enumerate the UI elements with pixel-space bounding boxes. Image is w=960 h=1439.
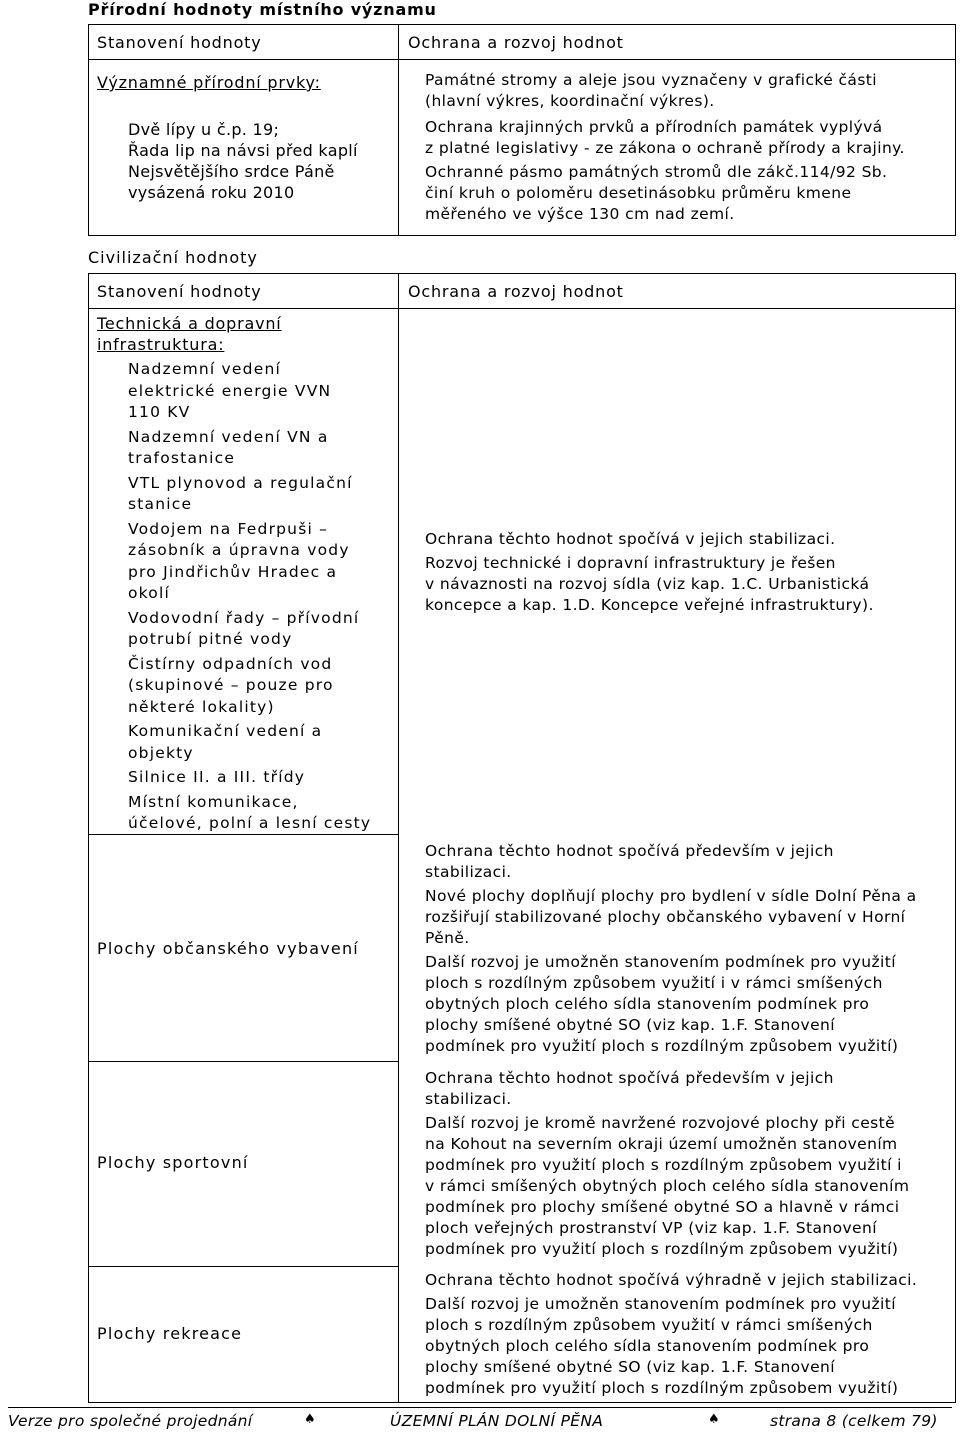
recreation-areas-text bbox=[425, 1270, 917, 1399]
col-header-left: Stanovení hodnoty bbox=[97, 33, 262, 52]
item-line: (skupinové – pouze pro bbox=[128, 676, 334, 694]
text-line: podmínek pro využití ploch s rozdílným způsobem využití) bbox=[425, 1240, 899, 1258]
text-line: plochy smíšené obytné SO (viz kap. 1.F. Stanovení bbox=[425, 1358, 835, 1376]
text-line: Další rozvoj je kromě navržené rozvojové plochy při cestě bbox=[425, 1114, 896, 1132]
sports-areas-text bbox=[425, 1068, 909, 1260]
text-line: činí kruh o poloměru desetinásobku průměru kmene bbox=[425, 184, 852, 202]
text-line: (hlavní výkres, koordinační výkres). bbox=[425, 92, 715, 110]
sports-areas-label: Plochy sportovní bbox=[97, 1153, 249, 1172]
item-line: účelové, polní a lesní cesty bbox=[128, 814, 372, 832]
text-line: Ochranné pásmo památných stromů dle zákč.114/92 Sb. bbox=[425, 163, 888, 181]
item-line: některé lokality) bbox=[128, 697, 275, 716]
natural-protection-text bbox=[425, 70, 905, 225]
title-line: infrastruktura: bbox=[97, 335, 225, 354]
section-heading-civil: Civilizační hodnoty bbox=[88, 248, 258, 267]
list-item bbox=[128, 721, 371, 764]
spade-icon: ♠ bbox=[304, 1412, 316, 1427]
infrastructure-title bbox=[97, 313, 282, 355]
list-item: Řada lip na návsi před kaplí bbox=[128, 141, 358, 160]
item-line: zásobník a úpravna vody bbox=[128, 541, 350, 559]
text-line: v návaznosti na rozvoj sídla (viz kap. 1.C. Urbanistická bbox=[425, 575, 870, 593]
text-line: z platné legislativy - ze zákona o ochraně přírody a krajiny. bbox=[425, 139, 905, 157]
column-divider bbox=[398, 24, 399, 236]
item-line: potrubí pitné vody bbox=[128, 630, 293, 648]
item-line: Místní komunikace, bbox=[128, 792, 299, 811]
footer-document-title: ÚZEMNÍ PLÁN DOLNÍ PĚNA bbox=[390, 1412, 604, 1430]
text-line: Další rozvoj je umožněn stanovením podmínek pro využití bbox=[425, 953, 896, 971]
list-item bbox=[128, 359, 371, 424]
civic-amenities-text bbox=[425, 841, 917, 1057]
text-line: rozšiřují stabilizované plochy občanského vybavení v Horní bbox=[425, 908, 906, 926]
text-line: podmínek pro plochy smíšené obytné SO a hlavně v rámci bbox=[425, 1198, 900, 1216]
column-divider bbox=[398, 273, 399, 1403]
list-item bbox=[128, 654, 371, 719]
text-line: podmínek pro využití ploch s rozdílným způsobem využití i bbox=[425, 1156, 902, 1174]
text-line: podmínek pro využití ploch s rozdílným způsobem využití) bbox=[425, 1037, 899, 1055]
footer-page-number: strana 8 (celkem 79) bbox=[770, 1412, 938, 1430]
text-line: ploch s rozdílným způsobem využití v rámci smíšených bbox=[425, 1316, 873, 1334]
list-item: Nejsvětějšího srdce Páně bbox=[128, 162, 335, 181]
text-line: měřeného ve výšce 130 cm nad zemí. bbox=[425, 205, 735, 223]
col-header-left: Stanovení hodnoty bbox=[97, 282, 262, 301]
list-item bbox=[128, 792, 371, 835]
spade-icon: ♠ bbox=[708, 1412, 720, 1427]
list-item bbox=[128, 473, 371, 516]
text-line: obytných ploch celého sídla stanovením podmínek pro bbox=[425, 1337, 870, 1355]
text-line: Ochrana těchto hodnot spočívá především v jejich bbox=[425, 1069, 834, 1087]
civic-amenities-label: Plochy občanského vybavení bbox=[97, 939, 359, 958]
item-line: Komunikační vedení a bbox=[128, 722, 323, 740]
item-line: Vodovodní řady – přívodní bbox=[128, 608, 360, 627]
list-item bbox=[128, 767, 371, 789]
text-line: koncepce a kap. 1.D. Koncepce veřejné infrastruktury). bbox=[425, 596, 874, 614]
page-footer bbox=[8, 1407, 952, 1436]
item-line: stanice bbox=[128, 495, 193, 513]
text-line: v rámci smíšených obytných ploch celého sídla stanovením bbox=[425, 1177, 910, 1195]
text-line: stabilizaci. bbox=[425, 863, 512, 881]
item-line: trafostanice bbox=[128, 449, 236, 467]
natural-features-title: Významné přírodní prvky: bbox=[97, 73, 321, 92]
item-line: Silnice II. a III. třídy bbox=[128, 768, 306, 786]
list-item bbox=[128, 427, 371, 470]
row-divider bbox=[88, 1061, 398, 1062]
item-line: objekty bbox=[128, 743, 194, 762]
header-divider bbox=[88, 59, 956, 60]
text-line: ploch s rozdílným způsobem využití i v rámci smíšených bbox=[425, 974, 883, 992]
item-line: okolí bbox=[128, 584, 171, 602]
item-line: Nadzemní vedení bbox=[128, 360, 281, 378]
item-line: Vodojem na Fedrpuši – bbox=[128, 519, 329, 538]
text-line: Pěně. bbox=[425, 929, 470, 947]
text-line: Památné stromy a aleje jsou vyznačeny v grafické části bbox=[425, 71, 877, 89]
section-heading-natural: Přírodní hodnoty místního významu bbox=[88, 0, 437, 19]
text-line: Ochrana těchto hodnot spočívá v jejich stabilizaci. bbox=[425, 530, 836, 548]
col-header-right: Ochrana a rozvoj hodnot bbox=[408, 33, 624, 52]
text-line: Ochrana krajinných prvků a přírodních památek vyplývá bbox=[425, 118, 883, 136]
text-line: obytných ploch celého sídla stanovením podmínek pro bbox=[425, 995, 870, 1013]
item-line: Čistírny odpadních vod bbox=[128, 654, 333, 673]
item-line: elektrické energie VVN bbox=[128, 381, 332, 400]
text-line: Ochrana těchto hodnot spočívá především v jejich bbox=[425, 842, 834, 860]
item-line: VTL plynovod a regulační bbox=[128, 473, 353, 492]
text-line: plochy smíšené obytné SO (viz kap. 1.F. Stanovení bbox=[425, 1016, 835, 1034]
row-divider bbox=[88, 1266, 398, 1267]
item-line: pro Jindřichův Hradec a bbox=[128, 562, 338, 581]
infrastructure-list bbox=[128, 359, 371, 838]
text-line: Další rozvoj je umožněn stanovením podmínek pro využití bbox=[425, 1295, 896, 1313]
list-item: Dvě lípy u č.p. 19; bbox=[128, 120, 280, 139]
natural-features-list bbox=[128, 119, 358, 203]
footer-version: Verze pro společné projednání bbox=[8, 1412, 253, 1430]
header-divider bbox=[88, 308, 956, 309]
text-line: stabilizaci. bbox=[425, 1090, 512, 1108]
title-line: Technická a dopravní bbox=[97, 314, 282, 333]
infrastructure-protection-text bbox=[425, 529, 874, 616]
text-line: Ochrana těchto hodnot spočívá výhradně v jejich stabilizaci. bbox=[425, 1271, 918, 1289]
col-header-right: Ochrana a rozvoj hodnot bbox=[408, 282, 624, 301]
list-item bbox=[128, 519, 371, 605]
text-line: ploch veřejných prostranství VP (viz kap. 1.F. Stanovení bbox=[425, 1219, 877, 1237]
text-line: Nové plochy doplňují plochy pro bydlení v sídle Dolní Pěna a bbox=[425, 887, 917, 905]
text-line: podmínek pro využití ploch s rozdílným způsobem využití) bbox=[425, 1379, 899, 1397]
list-item: vysázená roku 2010 bbox=[128, 183, 295, 202]
item-line: Nadzemní vedení VN a bbox=[128, 427, 329, 446]
item-line: 110 KV bbox=[128, 403, 191, 421]
text-line: na Kohout na severním okraji území umožněn stanovením bbox=[425, 1135, 898, 1153]
recreation-areas-label: Plochy rekreace bbox=[97, 1324, 243, 1343]
text-line: Rozvoj technické i dopravní infrastruktury je řešen bbox=[425, 554, 836, 572]
list-item bbox=[128, 608, 371, 651]
